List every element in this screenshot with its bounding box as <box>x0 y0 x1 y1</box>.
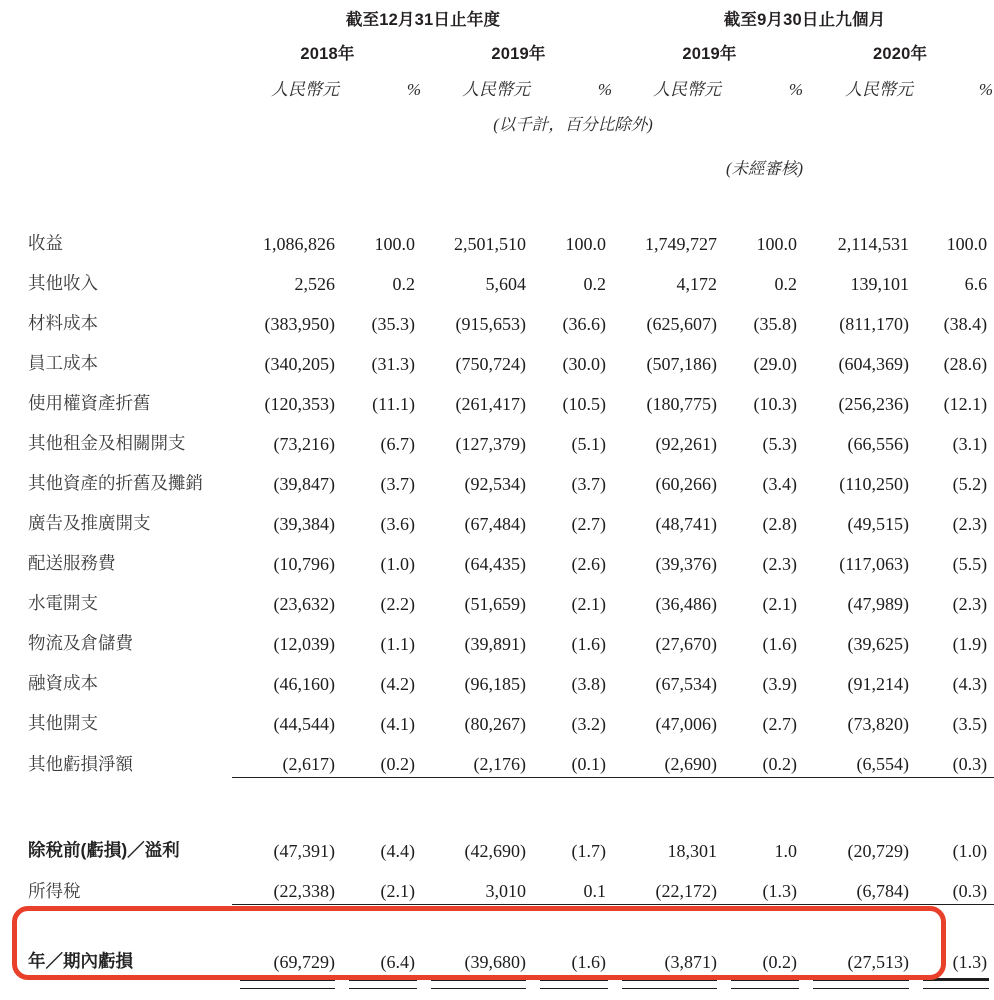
row-value: (12,039) <box>273 634 335 654</box>
table-row <box>0 257 994 297</box>
row-value: (38.4) <box>943 314 988 334</box>
table-row <box>0 337 994 377</box>
row-value: (2,176) <box>423 737 532 778</box>
row-value: 5,604 <box>485 274 526 294</box>
header-currency-2019-nine-month: 人民幣元 <box>653 80 722 99</box>
header-year-2019-nine-month: 2019年 <box>682 45 737 63</box>
row-value: 0.2 <box>392 274 415 294</box>
row-value: (2.2) <box>380 594 415 614</box>
row-value <box>805 935 915 975</box>
row-value: (3.5) <box>952 714 988 734</box>
row-value: (96,185) <box>464 674 526 694</box>
header-audit-note-row <box>0 137 994 181</box>
row-value <box>341 935 423 975</box>
row-value: 100.0 <box>756 234 798 254</box>
table-row <box>0 417 994 457</box>
row-value <box>614 935 723 975</box>
row-label: 水電開支 <box>28 593 98 613</box>
row-value: (3.2) <box>571 714 607 734</box>
row-value: (340,205) <box>264 354 335 374</box>
row-value: (3.9) <box>762 674 798 694</box>
row-value: (3.7) <box>571 474 607 494</box>
row-label: 廣告及推廣開支 <box>28 513 151 533</box>
row-value: (110,250) <box>839 474 910 494</box>
row-value: (39,847) <box>273 474 335 494</box>
row-value: (1.6) <box>571 634 607 654</box>
row-value <box>232 935 341 975</box>
table-row <box>0 537 994 577</box>
row-value: (39,376) <box>655 554 718 574</box>
row-value: (80,267) <box>464 714 526 734</box>
row-value: (35.8) <box>753 314 798 334</box>
unit-note-blank-left <box>0 101 423 137</box>
row-value: (47,989) <box>847 594 910 614</box>
row-value: (811,170) <box>839 314 910 334</box>
table-row <box>0 577 994 617</box>
row-value: (6,784) <box>805 864 915 905</box>
row-value: (27,670) <box>655 634 718 654</box>
row-value: 100.0 <box>946 234 988 254</box>
row-value: (47,391) <box>273 841 335 861</box>
table-row <box>0 297 994 337</box>
row-value: (39,891) <box>464 634 526 654</box>
row-value: 1,749,727 <box>645 234 718 254</box>
double-rule <box>923 978 989 989</box>
period-group-nine-month: 截至9月30日止九個月 <box>723 11 886 29</box>
row-value: 2,114,531 <box>837 234 910 254</box>
table-row-income-tax <box>0 864 994 905</box>
row-value: (64,435) <box>464 554 526 574</box>
row-value: (120,353) <box>264 394 335 414</box>
spacer-cell <box>0 905 994 936</box>
row-value: (10.5) <box>562 394 607 414</box>
row-value: (2.7) <box>762 714 798 734</box>
row-value: (0.3) <box>915 864 994 905</box>
row-value: (256,236) <box>838 394 910 414</box>
row-value: (42,690) <box>464 841 526 861</box>
header-year-2020-nine-month: 2020年 <box>872 45 928 63</box>
row-value: (1.9) <box>952 634 988 654</box>
spacer-cell <box>0 778 994 825</box>
row-label: 收益 <box>28 233 63 253</box>
header-unit-note-row <box>0 101 994 137</box>
row-value: (20,729) <box>847 841 910 861</box>
row-value: 100.0 <box>565 234 607 254</box>
header-year-row <box>0 32 994 66</box>
row-value: 0.1 <box>532 864 614 905</box>
row-value: (39,384) <box>273 514 335 534</box>
total-value-text: (27,513) <box>847 952 910 972</box>
double-rule <box>349 978 417 989</box>
audit-note-blank-right <box>915 137 994 181</box>
row-value: (5.5) <box>952 554 988 574</box>
table-row <box>0 217 994 257</box>
row-value: (5.1) <box>571 434 607 454</box>
row-value: (10,796) <box>273 554 335 574</box>
table-row <box>0 737 994 778</box>
row-value: (49,515) <box>847 514 910 534</box>
row-value: 2,501,510 <box>454 234 526 254</box>
row-label: 物流及倉儲費 <box>28 633 133 653</box>
row-label: 年／期內虧損 <box>28 951 133 971</box>
table-row-pretax <box>0 824 994 864</box>
row-value: (127,379) <box>455 434 526 454</box>
row-value: (0.3) <box>915 737 994 778</box>
row-value: (2.3) <box>952 514 988 534</box>
row-value: 18,301 <box>667 841 718 861</box>
table-row <box>0 377 994 417</box>
row-label: 其他租金及相關開支 <box>28 433 186 453</box>
row-value: (10.3) <box>753 394 798 414</box>
row-value: (4.3) <box>952 674 988 694</box>
spacer-cell <box>0 181 994 217</box>
row-value: 6.6 <box>964 274 988 294</box>
row-value: 1.0 <box>774 841 798 861</box>
period-group-annual: 截至12月31日止年度 <box>345 11 501 29</box>
row-value: (12.1) <box>943 394 988 414</box>
pretax-spacer <box>0 778 994 825</box>
row-value: (3.7) <box>380 474 415 494</box>
row-value: (117,063) <box>839 554 910 574</box>
row-value: (1.3) <box>723 864 805 905</box>
total-value-text: (3,871) <box>664 952 718 972</box>
row-value: (67,484) <box>464 514 526 534</box>
row-value: (5.2) <box>952 474 988 494</box>
row-value: (36.6) <box>562 314 607 334</box>
row-value: (23,632) <box>273 594 335 614</box>
table-row <box>0 697 994 737</box>
row-value <box>532 935 614 975</box>
row-value: (2.6) <box>571 554 607 574</box>
double-rule <box>240 978 335 989</box>
row-value: (625,607) <box>646 314 718 334</box>
table-row <box>0 617 994 657</box>
row-value: (22,338) <box>232 864 341 905</box>
row-value: 0.2 <box>774 274 798 294</box>
row-value: (4.4) <box>380 841 415 861</box>
row-value: (180,775) <box>646 394 718 414</box>
row-label: 除稅前(虧損)／溢利 <box>28 840 180 860</box>
double-rule <box>731 978 799 989</box>
header-unit-row <box>0 66 994 101</box>
row-value: (2.8) <box>762 514 798 534</box>
row-value: (73,820) <box>847 714 910 734</box>
row-value: (915,653) <box>455 314 526 334</box>
header-currency-2020-nine-month: 人民幣元 <box>845 80 914 99</box>
row-value: 4,172 <box>676 274 718 294</box>
row-value: 3,010 <box>423 864 532 905</box>
row-label: 融資成本 <box>28 673 98 693</box>
row-value: (1.6) <box>762 634 798 654</box>
row-label: 使用權資產折舊 <box>28 393 151 413</box>
total-value-text: (1.3) <box>952 952 988 972</box>
row-value: (2,690) <box>614 737 723 778</box>
row-value: 139,101 <box>850 274 910 294</box>
row-value: (750,724) <box>455 354 526 374</box>
row-value: (2.1) <box>762 594 798 614</box>
row-value: (1.1) <box>380 634 415 654</box>
row-value: (35.3) <box>371 314 415 334</box>
row-label: 其他收入 <box>28 273 98 293</box>
row-value: (0.2) <box>723 737 805 778</box>
row-value: 0.2 <box>583 274 607 294</box>
total-value-text: (39,680) <box>464 952 526 972</box>
row-value: (60,266) <box>655 474 718 494</box>
row-value: (2.1) <box>571 594 607 614</box>
header-percent-2018: % <box>406 80 421 99</box>
total-spacer <box>0 905 994 936</box>
header-year-blank <box>0 32 232 66</box>
body-top-spacer <box>0 181 994 217</box>
header-corner-blank <box>0 0 232 32</box>
header-year-2019-annual: 2019年 <box>491 45 546 63</box>
row-value: (6.7) <box>380 434 415 454</box>
header-unit-blank <box>0 66 232 101</box>
row-value: (92,261) <box>655 434 718 454</box>
row-value: (507,186) <box>646 354 718 374</box>
row-value: (30.0) <box>562 354 607 374</box>
table-row <box>0 497 994 537</box>
row-value: (383,950) <box>264 314 335 334</box>
row-value: (44,544) <box>273 714 335 734</box>
total-value-text: (1.6) <box>571 952 607 972</box>
row-label: 員工成本 <box>28 353 98 373</box>
unit-note: (以千計，百分比除外) <box>493 115 653 134</box>
row-value: (0.2) <box>341 737 423 778</box>
header-percent-2020-nine-month: % <box>978 80 994 99</box>
row-label: 其他虧損淨額 <box>28 753 133 774</box>
audit-note-blank-left <box>0 137 614 181</box>
header-currency-2018: 人民幣元 <box>271 80 339 99</box>
header-percent-2019-nine-month: % <box>788 80 804 99</box>
double-rule <box>622 978 717 989</box>
row-value: (1.0) <box>952 841 988 861</box>
unit-note-blank-right <box>723 101 994 137</box>
row-value: (67,534) <box>655 674 718 694</box>
row-value: (4.1) <box>380 714 415 734</box>
row-value: (5.3) <box>762 434 798 454</box>
row-value <box>423 935 532 975</box>
total-value-text: (6.4) <box>380 952 415 972</box>
header-currency-2019-annual: 人民幣元 <box>462 80 530 99</box>
row-value: (1.0) <box>380 554 415 574</box>
row-value: (3.1) <box>952 434 988 454</box>
row-value: (11.1) <box>372 394 415 414</box>
row-label: 配送服務費 <box>28 553 116 573</box>
row-value: (3.4) <box>762 474 798 494</box>
row-value: (29.0) <box>753 354 798 374</box>
double-rule <box>813 978 909 989</box>
row-value: (31.3) <box>371 354 415 374</box>
total-value-text: (0.2) <box>762 952 798 972</box>
row-value: (4.2) <box>380 674 415 694</box>
header-percent-2019-annual: % <box>597 80 613 99</box>
row-value: (51,659) <box>464 594 526 614</box>
table-header <box>0 0 994 181</box>
row-value: (47,006) <box>655 714 718 734</box>
row-value: 2,526 <box>294 274 335 294</box>
row-value: (73,216) <box>273 434 335 454</box>
row-value: (261,417) <box>455 394 526 414</box>
row-label: 材料成本 <box>28 313 98 333</box>
row-label: 所得稅 <box>28 880 81 901</box>
row-value: (0.1) <box>532 737 614 778</box>
row-value: (6,554) <box>805 737 915 778</box>
row-value: (2.7) <box>571 514 607 534</box>
row-value: (39,625) <box>847 634 910 654</box>
table-row <box>0 657 994 697</box>
row-value: (3.6) <box>380 514 415 534</box>
table-row-total-loss <box>0 935 994 975</box>
table-row <box>0 457 994 497</box>
row-value: (28.6) <box>943 354 988 374</box>
row-value: (22,172) <box>614 864 723 905</box>
row-value: (2,617) <box>232 737 341 778</box>
header-year-2018: 2018年 <box>300 45 355 63</box>
row-value: (48,741) <box>655 514 718 534</box>
row-value: (604,369) <box>838 354 910 374</box>
audit-note: (未經審核) <box>726 159 804 178</box>
row-value: (2.1) <box>341 864 423 905</box>
row-value: (3.8) <box>571 674 607 694</box>
row-value: (1.7) <box>571 841 607 861</box>
row-value: (2.3) <box>952 594 988 614</box>
row-value: (66,556) <box>847 434 910 454</box>
header-period-row <box>0 0 994 32</box>
total-value-text: (69,729) <box>273 952 335 972</box>
table-body <box>0 181 994 975</box>
row-label: 其他資產的折舊及攤銷 <box>28 473 203 493</box>
row-value: (46,160) <box>273 674 335 694</box>
row-value <box>723 935 805 975</box>
row-value: 1,086,826 <box>263 234 335 254</box>
double-rule <box>540 978 608 989</box>
row-value: 100.0 <box>374 234 415 254</box>
row-value: (92,534) <box>464 474 526 494</box>
row-value: (2.3) <box>762 554 798 574</box>
row-value: (91,214) <box>847 674 910 694</box>
row-value <box>915 935 994 975</box>
row-label: 其他開支 <box>28 713 98 733</box>
double-rule <box>431 978 526 989</box>
row-value: (36,486) <box>655 594 718 614</box>
